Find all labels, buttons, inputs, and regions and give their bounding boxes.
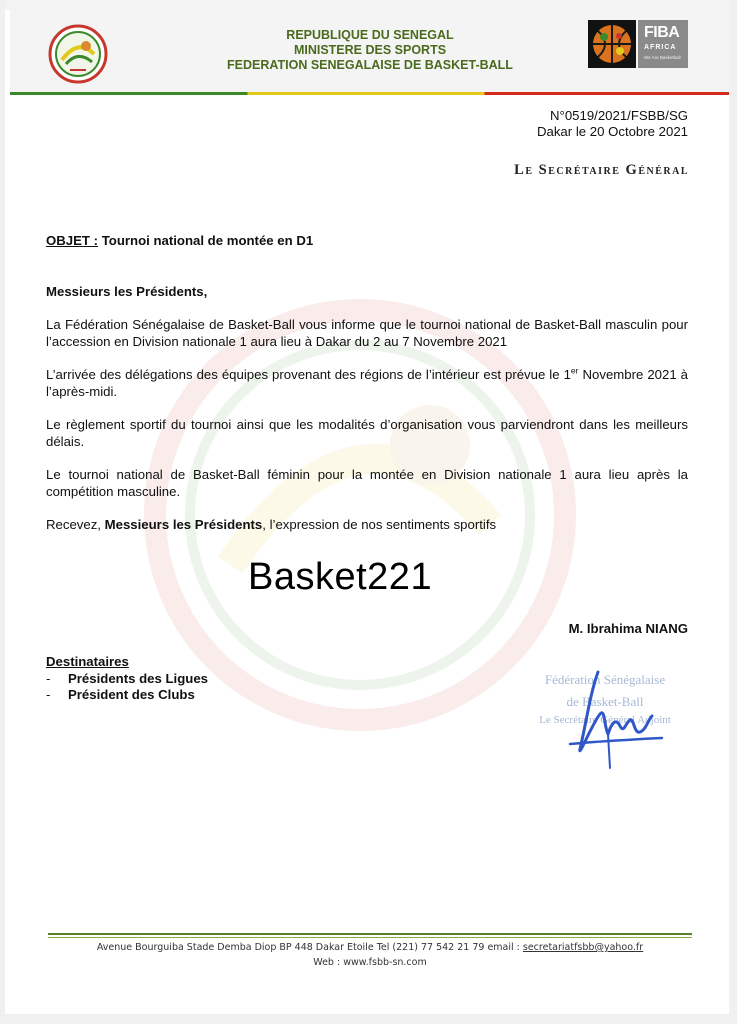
- fsbb-logo-icon: [48, 24, 108, 84]
- paragraph-3: Le règlement sportif du tournoi ainsi que les modalités d’organisation vous parviendront dans les meilleurs délais.: [46, 417, 688, 449]
- signature-icon: [550, 664, 670, 774]
- letterhead-titles: [180, 28, 560, 73]
- paragraph-1: La Fédération Sénégalaise de Basket-Ball vous informe que le tournoi national de Basket-Ball masculin pour l’accession en Division nationale 1 aura lieu à Dakar du 2 au 7 Novembre 2021: [46, 317, 688, 349]
- footer-email-link[interactable]: secretariatfsbb@yahoo.fr: [522, 942, 644, 953]
- fiba-basketball-icon: [588, 20, 636, 68]
- fiba-wordmark: [638, 20, 688, 68]
- closing-start: Recevez,: [46, 517, 105, 532]
- footer-rule-thin: [48, 937, 692, 938]
- image-border-right: [729, 0, 737, 1024]
- paragraph-2-end: Novembre 2021 à l’après-midi.: [46, 367, 688, 399]
- closing-addressee: Messieurs les Présidents: [104, 517, 263, 532]
- recipient-item: [46, 671, 208, 688]
- footer: [48, 940, 692, 970]
- place-date: Dakar le 20 Octobre 2021: [536, 124, 688, 139]
- subject-line: [46, 233, 688, 250]
- recipient-label: Président des Clubs: [68, 687, 195, 702]
- closing-end: , l’expression de nos sentiments sportifs: [262, 517, 497, 532]
- flag-stripe: [10, 92, 729, 95]
- bullet-dash: -: [46, 687, 51, 702]
- stamp-line-3: Le Secrétaire Général Adjoint: [539, 714, 671, 726]
- footer-rule: [48, 933, 692, 935]
- overlay-text: Basket221: [248, 556, 433, 598]
- image-border-left: [0, 0, 5, 1024]
- reference-block: [537, 108, 688, 140]
- closing-line: [46, 517, 688, 534]
- header-federation: FEDERATION SENEGALAISE DE BASKET-BALL: [227, 58, 513, 72]
- paragraph-4: Le tournoi national de Basket-Ball féminin pour la montée en Division nationale 1 aura lieu après la compétition masculine.: [46, 467, 688, 499]
- official-stamp: [510, 664, 700, 774]
- reference-number: N°0519/2021/FSBB/SG: [550, 108, 688, 123]
- recipient-label: Présidents des Ligues: [68, 670, 208, 686]
- subject-label: OBJET :: [46, 233, 99, 248]
- fiba-tagline: We Are Basketball: [644, 55, 681, 60]
- letter-body: [46, 233, 688, 534]
- footer-address: Avenue Bourguiba Stade Demba Diop BP 448 Dakar Etoile Tel (221) 77 542 21 79 email :: [96, 942, 523, 953]
- fiba-subtitle: AFRICA: [644, 44, 677, 51]
- paragraph-2-start: L’arrivée des délégations des équipes provenant des régions de l’intérieur est prévue le 1: [46, 367, 571, 382]
- recipient-item: [46, 687, 208, 704]
- bullet-dash: -: [46, 670, 51, 686]
- recipients-block: [46, 654, 208, 704]
- recipients-title: Destinataires: [46, 654, 129, 669]
- stamp-line-2: de Basket-Ball: [566, 694, 644, 709]
- image-border-bottom: [0, 1014, 737, 1024]
- stamp-line-1: Fédération Sénégalaise: [544, 672, 666, 687]
- fiba-africa-logo: [588, 20, 688, 68]
- paragraph-2-ordinal: er: [570, 365, 579, 376]
- signer-name: M. Ibrahima NIANG: [568, 621, 688, 636]
- header-republic: REPUBLIQUE DU SENEGAL: [286, 28, 454, 42]
- subject-text: Tournoi national de montée en D1: [98, 233, 314, 248]
- header-ministry: MINISTERE DES SPORTS: [293, 43, 447, 57]
- paragraph-2: [46, 367, 688, 400]
- salutation: Messieurs les Présidents,: [46, 283, 208, 299]
- footer-website[interactable]: Web : www.fsbb-sn.com: [313, 957, 427, 968]
- sender-office: Le Secrétaire Général: [514, 162, 689, 178]
- footer-address-line: [48, 940, 692, 955]
- fiba-title: FIBA: [644, 24, 680, 41]
- image-border-top: [0, 0, 737, 10]
